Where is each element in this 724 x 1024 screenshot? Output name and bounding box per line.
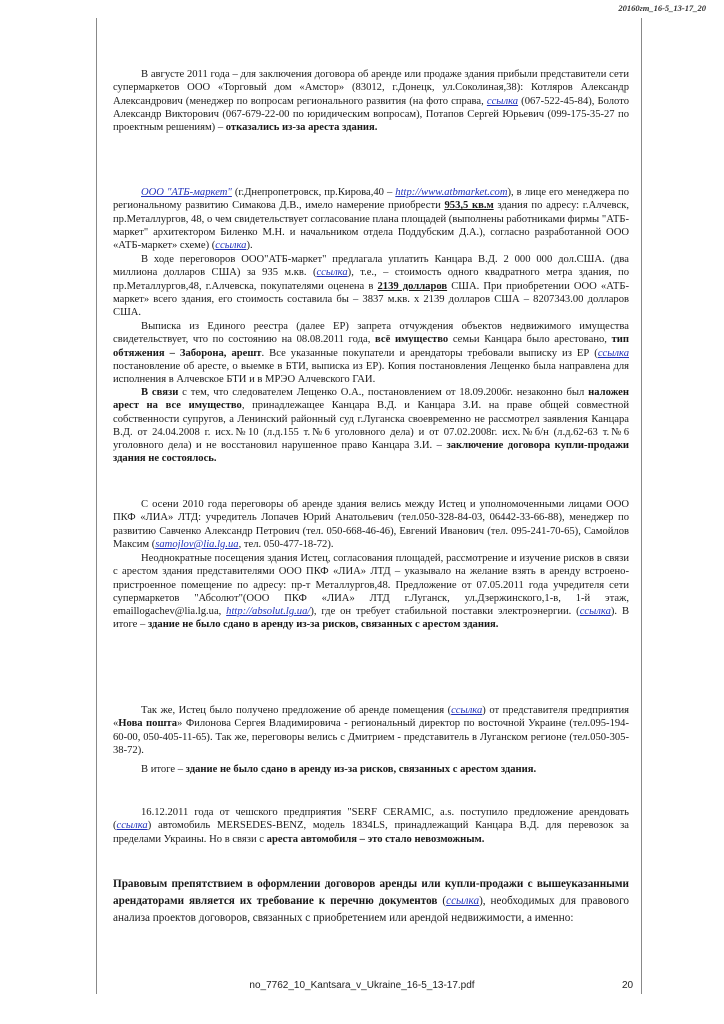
reference-link[interactable]: http://absolut.lg.ua/ (226, 606, 311, 618)
body-text: » Филонова Сергея Владимировича - региональный директор по восточной Украине (тел.095-194-60-00, 050-405-11-65). Так же, переговоры велись с Дмитрием - представитель в Луганском регионе (тел.050-305-38-72). (113, 718, 629, 756)
body-text: , принадлежащее Канцара В.Д. и Канцара З.И. на праве общей совместной собственности супругов, а Ленинский районный суд г.Луганска своевременно не рассмотрел заявления Канцара В.Д. от 24.04.2008 г. исх.№10 (л.д.155 т.№6 уголовного дела) и от 07.02.2008г. исх.№б/н (л.д.62-63 т.№6 уголовного дела) и не восстановил нарушенное право Канцара З.И. – (113, 400, 629, 452)
emphasis-text: здание не было сдано в аренду из-за рисков, связанных с арестом здания. (147, 619, 499, 631)
reference-link[interactable]: ссылка (597, 347, 629, 359)
body-text: ( (437, 895, 447, 907)
emphasis-text: 2139 долларов (377, 280, 448, 292)
paragraph-arrest-consequence (113, 386, 629, 466)
body-text: США. При приобретении ООО «АТБ-маркет» всего здания, его стоимость составила бы – 3837 м.кв. х 2139 долларов США – 8207343.00 долларов США. (113, 280, 629, 319)
emphasis-text: Нова пошта (118, 718, 178, 730)
body-text: ), в лице его менеджера по региональному развитию Симакова Д.В., имело намерение приобрести (113, 187, 629, 212)
body-text: здания по адресу: г.Алчевск, пр.Металлургов, 48, о чем свидетельствует согласование плана площадей (выполнены работниками фирмы "АТБ-маркет" архитектором Биленко М.Н. и начальником отдела Поддубским Д.А.), согласно разработанной ООО «АТБ-маркет» схеме) ( (113, 200, 629, 252)
paragraph-lia-visits (113, 552, 629, 632)
emphasis-text: В связи (141, 387, 179, 398)
body-text: (067-522-45-84), Болото Александр Викторович (067-679-22-00 по юридическим вопросам), Потапов Сергей Юрьевич (099-175-35-27 по проектным решениям) – (113, 95, 629, 134)
paragraph-legal-obstacle (113, 876, 629, 927)
body-text: В августе 2011 года – для заключения договора об аренде или продаже здания прибыли представители сети супермаркетов ООО «Торговый дом «Амстор» (83012, г.Донецк, ул.Соколиная,38): Котляров Александр Александрович (менеджер по вопросам регионального развития (на фото справа, (113, 69, 629, 107)
paragraph-amstor (113, 68, 629, 134)
emphasis-text: 953,5 кв.м (444, 200, 494, 212)
reference-link[interactable]: ссылка (116, 820, 148, 832)
reference-link[interactable]: ссылка (486, 95, 519, 107)
body-text: Неоднократные посещения здания Истец, согласования площадей, рассмотрение и изучение рисков в связи с арестом здания представителями ООО ПКФ «ЛИА» ЛТД – указывало на желание взять в аренду встроено-пристроенное помещение по адресу: пр-т Металлургов,48. Предложение от 07.05.2011 года учредителя сети супермаркетов "Абсолют"(ООО ПКФ «ЛИА» ЛТД г.Луганск, ул.Дзержинского,1-в, 1-й этаж, emaillogachev@lia.lg.ua, (113, 553, 629, 618)
body-text: Так же, Истец было получено предложение об аренде помещения ( (141, 705, 452, 716)
body-text: (г.Днепропетровск, пр.Кирова,40 – (231, 187, 396, 198)
body-text: ), необходимых для правового анализа проектов договоров, связанных с приобретением или арендой недвижимости, а именно: (113, 895, 629, 924)
reference-link[interactable]: ссылка (446, 895, 480, 907)
paragraph-atb-negotiations (113, 253, 629, 319)
body-text: Выписка из Единого реестра (далее ЕР) запрета отчуждения объектов недвижимого имущества свидетельствует, что по состоянию на 08.08.2011 года, (113, 321, 629, 346)
emphasis-text: наложен арест на все имущество (113, 387, 629, 412)
reference-link[interactable]: ссылка (579, 606, 611, 618)
body-text: ), т.е., – стоимость одного квадратного метра здания, по пр.Металлургов,48, г.Алчевска, покупателями оценена в (113, 267, 629, 292)
body-text: 16.12.2011 года от чешского предприятия "SERF CERAMIC, a.s. поступило предложение арендовать ( (113, 807, 629, 832)
header-stamp: 20160гт_16-5_13-17_20 (618, 3, 706, 13)
body-text: ), где он требует стабильной поставки электроэнергии. ( (310, 606, 580, 618)
emphasis-text: всё имущество (375, 334, 449, 346)
body-text: ). (246, 240, 253, 252)
emphasis-text: ареста автомобиля – это стало невозможным. (266, 833, 485, 845)
emphasis-text: отказались из-за ареста здания. (225, 122, 378, 134)
body-text: . Все указанные покупатели и арендаторы требовали выписку из ЕР ( (261, 347, 598, 359)
body-text: , тел. 050-477-18-72). (238, 538, 334, 550)
paragraph-registry-extract (113, 320, 629, 386)
body-text: В итоге – (141, 764, 186, 775)
reference-link[interactable]: http://www.atbmarket.com (395, 187, 508, 198)
body-text: постановление об аресте, о выемке в БТИ, выписка из ЕР). Копия постановления Лещенко была направлена для исполнения в Алчевское БТИ и в МРЭО Алчевского ГАИ. (113, 360, 629, 386)
paragraph-serf-ceramic (113, 806, 629, 846)
body-text: ) от представителя предприятия « (113, 705, 629, 730)
reference-link[interactable]: ссылка (215, 240, 247, 252)
document-page (96, 18, 642, 994)
body-text: В ходе переговоров ООО"АТБ-маркет" предлагала уплатить Канцара В.Д. 2 000 000 дол.США. (два миллиона долларов США) за 935 м.кв. ( (113, 254, 629, 279)
footer-filename: no_7762_10_Kantsara_v_Ukraine_16-5_13-17.pdf (249, 980, 475, 991)
footer-page-number: 20 (622, 980, 634, 991)
emphasis-text: заключение договора купли-продажи здания не состоялось. (113, 440, 629, 465)
reference-link[interactable]: ссылка (451, 705, 483, 716)
paragraph-nova-poshta (113, 704, 629, 757)
reference-link[interactable]: samojlov@lia.lg.ua (155, 538, 239, 550)
paragraph-lia-negotiations (113, 498, 629, 551)
body-text: ). В итоге – (113, 606, 630, 631)
reference-link[interactable]: ссылка (316, 267, 348, 279)
paragraph-nova-poshta-result (113, 763, 629, 776)
paragraph-atb-intro (113, 186, 629, 252)
reference-link[interactable]: ООО "АТБ-маркет" (141, 187, 232, 198)
body-text: С осени 2010 года переговоры об аренде здания велись между Истец и уполномоченными лицами ООО ПКФ «ЛИА» ЛТД: учредитель Лопачев Юрий Анатольевич (тел.050-328-84-03, 06442-33-66-88), менеджер по развитию Савченко Александр Петрович (тел. 050-668-46-46), Евгений Иванович (тел. 095-241-70-65), Самойлов Максим ( (113, 499, 629, 550)
body-text: семьи Канцара было арестовано, (448, 334, 612, 346)
emphasis-text: Правовым препятствием в оформлении договоров аренды или купли-продажи с вышеуказанными арендаторами является их требование к перечню документов (113, 878, 629, 907)
body-text: ) автомобиль MERSEDES-BENZ, модель 1834LS, принадлежащий Канцара В.Д. для перевозок за пределами Украины. Но в связи с (113, 820, 629, 845)
emphasis-text: тип обтяжения – Заборона, арешт (113, 334, 630, 359)
emphasis-text: здание не было сдано в аренду из-за рисков, связанных с арестом здания. (185, 764, 537, 775)
body-text: с тем, что следователем Лещенко О.А., постановлением от 18.09.2006г. незаконно был (178, 387, 589, 398)
